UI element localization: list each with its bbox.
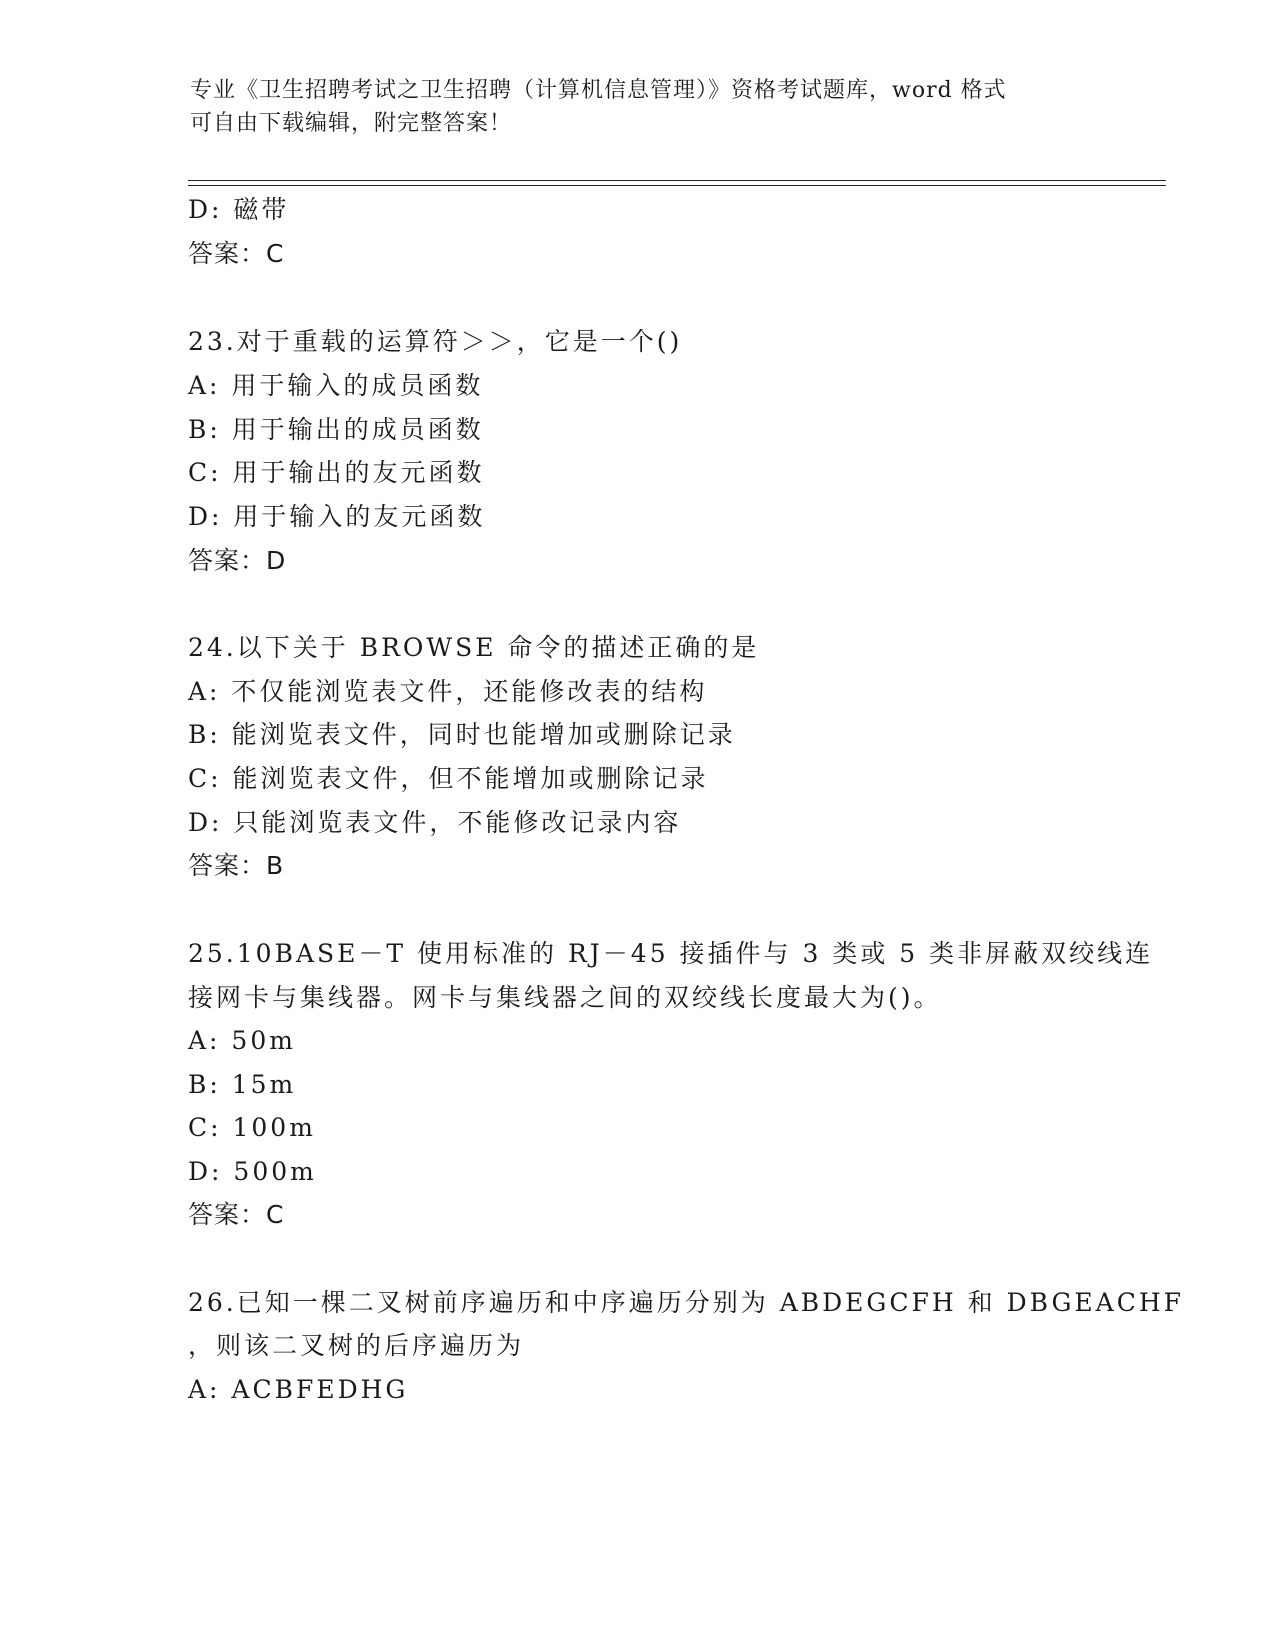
- q24-option-a: A: 不仅能浏览表文件，还能修改表的结构: [188, 677, 708, 706]
- q25-stem-line-2: 接网卡与集线器。网卡与集线器之间的双绞线长度最大为()。: [188, 983, 942, 1012]
- q25-option-c: C: 100m: [188, 1113, 316, 1142]
- q25-option-d: D: 500m: [188, 1157, 317, 1186]
- q26-stem-line-2: ，则该二叉树的后序遍历为: [188, 1331, 525, 1360]
- header-line-1: 专业《卫生招聘考试之卫生招聘（计算机信息管理）》资格考试题库，word 格式: [190, 78, 1007, 103]
- prev-answer: 答案：C: [188, 239, 285, 268]
- q24-option-d: D: 只能浏览表文件，不能修改记录内容: [188, 808, 682, 837]
- q23-option-b: B: 用于输出的成员函数: [188, 415, 484, 444]
- q23-answer: 答案：D: [188, 546, 287, 575]
- q25-option-b: B: 15m: [188, 1070, 297, 1099]
- q23-option-c: C: 用于输出的友元函数: [188, 458, 485, 487]
- q25-option-a: A: 50m: [188, 1026, 296, 1055]
- header-divider-top: [188, 180, 1166, 181]
- q23-stem: 23.对于重载的运算符＞＞，它是一个(): [188, 327, 683, 356]
- q26-option-a: A: ACBFEDHG: [188, 1375, 409, 1404]
- q24-option-b: B: 能浏览表文件，同时也能增加或删除记录: [188, 720, 736, 749]
- document-header: [190, 74, 1090, 140]
- q25-stem-line-1: 25.10BASE－T 使用标准的 RJ－45 接插件与 3 类或 5 类非屏蔽双绞线连: [188, 939, 1154, 968]
- header-divider-bottom: [188, 185, 1166, 186]
- prev-option-d: D: 磁带: [188, 195, 290, 224]
- q24-answer: 答案：B: [188, 851, 285, 880]
- q25-answer: 答案：C: [188, 1200, 285, 1229]
- header-line-2: 可自由下载编辑，附完整答案！: [190, 111, 513, 136]
- q23-option-d: D: 用于输入的友元函数: [188, 502, 486, 531]
- q26-stem-line-1: 26.已知一棵二叉树前序遍历和中序遍历分别为 ABDEGCFH 和 DBGEACHF: [188, 1288, 1184, 1317]
- q24-option-c: C: 能浏览表文件，但不能增加或删除记录: [188, 764, 709, 793]
- q23-option-a: A: 用于输入的成员函数: [188, 371, 484, 400]
- q24-stem: 24.以下关于 BROWSE 命令的描述正确的是: [188, 633, 760, 662]
